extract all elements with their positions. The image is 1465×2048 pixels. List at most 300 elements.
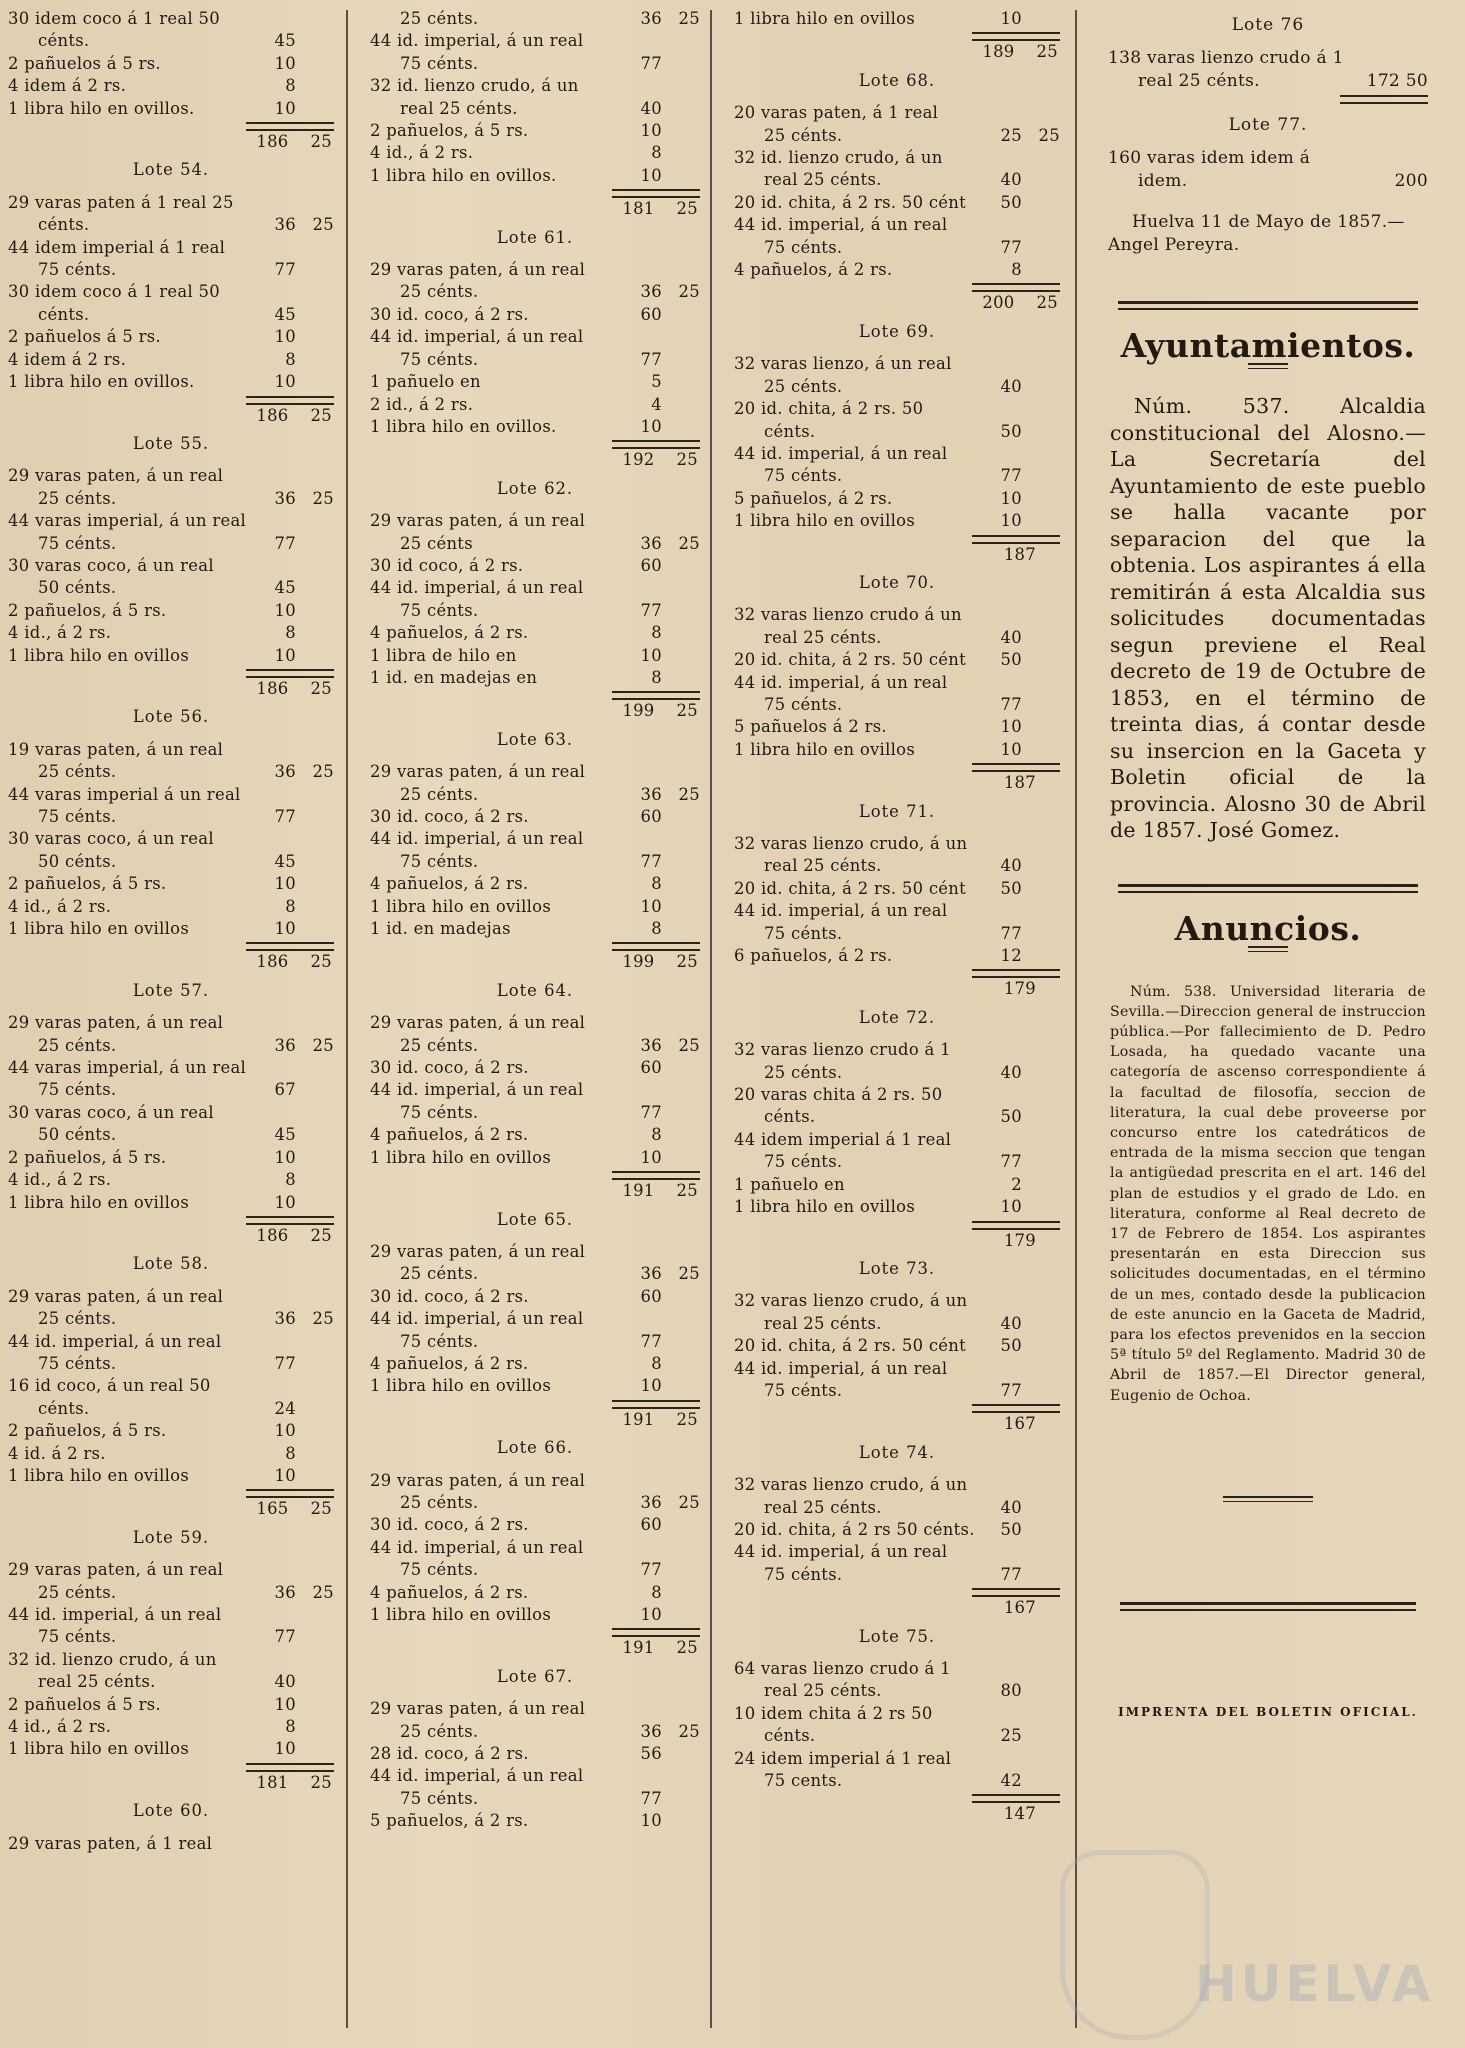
item-text: 2 pañuelos á 5 rs.: [8, 53, 161, 73]
lot-row: [734, 169, 1060, 191]
lot-title: Lote 75.: [858, 1626, 936, 1646]
item-text: 25 cénts.: [764, 1062, 843, 1082]
item-amount: 36: [274, 1309, 296, 1329]
item-amount: 36: [274, 488, 296, 508]
item-amount: 10: [640, 121, 662, 141]
item-text: 44 id. imperial, á un real: [734, 901, 948, 921]
item-text: 1 libra hilo en ovillos: [370, 1605, 552, 1624]
lot-row: [8, 1465, 334, 1487]
lot-title: Lote 65.: [496, 1209, 574, 1229]
item-amount: 25: [1000, 125, 1022, 145]
item-text: 30 idem coco á 1 real 50: [8, 282, 220, 302]
item-amount: 50: [1000, 878, 1022, 898]
lot-row: [370, 600, 700, 622]
total-reales: 199: [622, 701, 655, 721]
lot-entry: [734, 321, 1060, 566]
lot-row: [370, 326, 700, 348]
lot-row: [8, 1308, 334, 1330]
item-text: 20 varas paten, á 1 real: [734, 103, 939, 123]
item-text: 20 id. chita, á 2 rs. 50 cént: [734, 1336, 967, 1356]
total-rule: [612, 1628, 700, 1637]
lot-row: [8, 349, 334, 371]
lot-row: [8, 1604, 334, 1626]
lot-row: [734, 421, 1060, 443]
item-amount: 36: [640, 784, 662, 804]
lot-entry: [734, 1258, 1060, 1436]
lot-total: [370, 700, 700, 722]
item-amount: 40: [1000, 1497, 1022, 1517]
item-text: 29 varas paten, á un real: [8, 1013, 224, 1033]
item-text: 5 pañuelos, á 2 rs.: [734, 488, 893, 508]
item-text: 75 cénts.: [38, 533, 117, 553]
item-text: 29 varas paten, á un real: [370, 511, 586, 531]
total-rule: [972, 1794, 1060, 1803]
lot-row: [734, 1658, 1060, 1680]
lot-total: [8, 1225, 334, 1247]
item-amount: 8: [1011, 260, 1022, 280]
lot-entry: [370, 729, 700, 974]
item-amount: 200: [1394, 171, 1428, 191]
lot-entry: [370, 980, 700, 1203]
item-amount: 50: [1000, 1336, 1022, 1356]
item-text: 75 cénts.: [400, 600, 479, 620]
item-amount: 50: [1000, 192, 1022, 212]
lot-title: Lote 58.: [132, 1254, 210, 1274]
lot-row: [8, 1671, 334, 1693]
item-text: 29 varas paten, á un real: [8, 1286, 224, 1306]
item-text: 25 cénts.: [38, 1582, 117, 1602]
item-text: 29 varas paten, á un real: [8, 466, 224, 486]
item-text: real 25 cénts.: [764, 170, 882, 190]
item-amount: 8: [651, 1125, 662, 1145]
item-text: 1 libra hilo en ovillos: [8, 1739, 190, 1759]
total-rule: [246, 122, 334, 131]
item-text: 4 pañuelos, á 2 rs.: [370, 623, 529, 643]
item-text: 75 cénts.: [764, 1564, 843, 1584]
total-reales: 189: [982, 42, 1015, 62]
item-amount: 45: [274, 31, 296, 51]
lot-row: [370, 1331, 700, 1353]
lot-row: [370, 1057, 700, 1079]
item-cents: 25: [678, 282, 700, 302]
item-amount: 36: [640, 9, 662, 28]
item-text: 1 libra hilo en ovillos.: [8, 372, 195, 392]
total-rule: [246, 396, 334, 405]
item-text: 30 varas coco, á un real: [8, 555, 214, 575]
lot-entry: [370, 227, 700, 472]
item-text: 30 id. coco, á 2 rs.: [370, 807, 529, 826]
item-text: 75 cénts.: [400, 1788, 479, 1808]
lot-row: [734, 8, 1060, 30]
lot-row: [370, 510, 700, 532]
lot-row: [370, 120, 700, 142]
item-text: 29 varas paten, á un real: [370, 1241, 586, 1261]
total-rule: [972, 1221, 1060, 1230]
lot-row: [734, 923, 1060, 945]
total-rule: [612, 440, 700, 449]
item-text: 2 pañuelos á 5 rs.: [8, 1694, 161, 1714]
lot-row: [8, 488, 334, 510]
lot-row: [370, 1353, 700, 1375]
lot-row: [734, 147, 1060, 169]
lot-row: [370, 30, 700, 52]
lot-row: [370, 1035, 700, 1057]
lot-row: [370, 1537, 700, 1559]
item-text: 32 varas lienzo crudo, á un: [734, 1475, 968, 1495]
lot-row: [734, 259, 1060, 281]
item-text: 32 id. lienzo crudo, á un: [8, 1649, 217, 1669]
item-text: cénts.: [764, 1726, 816, 1746]
lot-row: [8, 1079, 334, 1101]
total-rule: [972, 535, 1060, 544]
lot-row: [734, 510, 1060, 532]
item-text: 75 cénts.: [400, 1102, 479, 1122]
item-amount: 77: [1000, 466, 1022, 486]
item-text: 75 cénts.: [400, 1331, 479, 1351]
lot-row: [8, 555, 334, 577]
total-reales: 187: [1003, 544, 1036, 564]
item-text: 30 id. coco, á 2 rs.: [370, 304, 529, 324]
item-text: 25 cénts: [400, 533, 473, 553]
item-text: 4 id., á 2 rs.: [8, 896, 112, 916]
lot-row: [8, 1626, 334, 1648]
item-text: 32 varas lienzo crudo, á un: [734, 834, 968, 853]
item-cents: 25: [678, 533, 700, 553]
item-text: 30 id coco, á 2 rs.: [370, 555, 524, 575]
item-text: 44 varas imperial, á un real: [8, 1058, 247, 1078]
item-text: 30 id. coco, á 2 rs.: [370, 1286, 529, 1306]
lot-row: [8, 577, 334, 599]
item-amount: 45: [274, 578, 296, 598]
lot-row: [734, 649, 1060, 671]
item-text: 1 libra hilo en ovillos: [734, 739, 916, 759]
item-text: 4 pañuelos, á 2 rs.: [370, 1353, 529, 1373]
item-cents: 25: [312, 488, 334, 508]
item-amount: 36: [274, 1035, 296, 1055]
item-amount: 10: [274, 372, 296, 392]
lot-row: [734, 443, 1060, 465]
item-amount: 10: [274, 1739, 296, 1759]
lot-row: [370, 1308, 700, 1330]
lot-total: [734, 772, 1060, 794]
lot-row: [8, 1331, 334, 1353]
lot-row: [734, 1151, 1060, 1173]
item-text: real 25 cénts.: [38, 1672, 156, 1692]
item-text: 16 id coco, á un real 50: [8, 1376, 211, 1396]
total-reales: 179: [1003, 979, 1036, 999]
lot-row: [370, 828, 700, 850]
lot-row: [370, 1263, 700, 1285]
lot-row: [734, 1770, 1060, 1792]
lot-row: [734, 855, 1060, 877]
lot-entry: [8, 1253, 334, 1520]
total-reales: 191: [622, 1638, 655, 1658]
total-reales: 192: [622, 450, 655, 470]
lot-total: [370, 1637, 700, 1659]
lot-row: [8, 828, 334, 850]
total-rule: [612, 942, 700, 951]
lot-title: Lote 55.: [132, 433, 210, 453]
total-cents: 25: [676, 199, 698, 219]
item-amount: 45: [274, 851, 296, 871]
item-amount: 10: [274, 1147, 296, 1167]
column-divider: [710, 10, 712, 2028]
total-cents: 25: [310, 678, 332, 698]
item-text: 32 varas lienzo, á un real: [734, 354, 952, 374]
item-amount: 77: [1000, 694, 1022, 714]
item-text: 2 id., á 2 rs.: [370, 394, 474, 414]
lot-row: [370, 1559, 700, 1581]
closing-ornament: [1223, 1496, 1313, 1502]
lot-total: [734, 41, 1060, 63]
lot-entry: [8, 1527, 334, 1794]
item-text: 64 varas lienzo crudo á 1: [734, 1659, 951, 1678]
lot-row: [8, 237, 334, 259]
item-text: 44 id. imperial, á un real: [734, 1358, 948, 1378]
lot-row: [8, 1582, 334, 1604]
lot-row: [1108, 170, 1428, 193]
item-text: 25 cénts.: [764, 125, 843, 145]
lot-row: [370, 53, 700, 75]
lot-row: [8, 1716, 334, 1738]
item-amount: 77: [1000, 1564, 1022, 1584]
item-text: 25 cénts.: [400, 1721, 479, 1741]
item-text: 29 varas paten, á un real: [370, 1470, 586, 1490]
total-rule: [246, 1216, 334, 1225]
lot-row: [734, 604, 1060, 626]
lot-row: [370, 142, 700, 164]
lot-row: [734, 1174, 1060, 1196]
lot-row: [8, 75, 334, 97]
lot-row: [8, 1375, 334, 1397]
lot-row: [370, 873, 700, 895]
item-amount: 40: [1000, 856, 1022, 876]
item-amount: 10: [274, 919, 296, 939]
lot-row: [8, 622, 334, 644]
item-amount: 8: [651, 623, 662, 643]
item-amount: 8: [285, 1717, 296, 1737]
lot-row: [370, 394, 700, 416]
column-1: [8, 8, 334, 2048]
lot-entry: [370, 1209, 700, 1432]
item-text: 44 id. imperial, á un real: [8, 1605, 222, 1624]
item-text: 32 varas lienzo crudo á un: [734, 605, 962, 625]
lot-title: Lote 69.: [858, 321, 936, 341]
item-amount: 45: [274, 304, 296, 324]
lot-title: Lote 77.: [1228, 115, 1308, 135]
item-text: 4 id., á 2 rs.: [8, 1170, 112, 1190]
lot-row: [8, 1559, 334, 1581]
item-text: cénts.: [38, 304, 90, 324]
lot-title: Lote 54.: [132, 160, 210, 180]
item-text: cénts.: [38, 31, 90, 51]
lot-row: [734, 1541, 1060, 1563]
item-text: 75 cénts.: [764, 1152, 843, 1172]
item-text: 4 pañuelos, á 2 rs.: [370, 1582, 529, 1602]
lot-row: [370, 8, 700, 30]
lot-row: [370, 784, 700, 806]
item-cents: 25: [1038, 125, 1060, 145]
item-cents: 25: [312, 1309, 334, 1329]
item-text: 75 cénts.: [38, 807, 117, 826]
item-text: 19 varas paten, á un real: [8, 739, 224, 759]
item-amount: 36: [640, 1492, 662, 1512]
item-text: 44 id. imperial, á un real: [734, 443, 948, 463]
lot-row: [8, 192, 334, 214]
item-text: 25 cénts.: [38, 488, 117, 508]
total-reales: 167: [1003, 1598, 1036, 1618]
lot-row: [8, 1286, 334, 1308]
item-amount: 50: [1000, 1107, 1022, 1127]
item-amount: 60: [640, 1058, 662, 1078]
lot-row: [8, 30, 334, 52]
item-amount: 40: [1000, 1062, 1022, 1082]
lot-row: [8, 1147, 334, 1169]
lot-row: [734, 1106, 1060, 1128]
item-text: 24 idem imperial á 1 real: [734, 1748, 952, 1768]
item-amount: 67: [274, 1080, 296, 1100]
item-text: 30 id. coco, á 2 rs.: [370, 1058, 529, 1078]
total-reales: 186: [256, 1225, 289, 1245]
lot-row: [8, 1102, 334, 1124]
item-cents: 25: [678, 9, 700, 28]
item-text: 25 cénts.: [764, 376, 843, 396]
section-rule: [1118, 884, 1418, 893]
item-text: 75 cénts.: [38, 1080, 117, 1100]
total-rule: [612, 691, 700, 700]
item-amount: 50: [1000, 1519, 1022, 1539]
item-text: 75 cénts.: [400, 1560, 479, 1580]
item-amount: 10: [640, 1147, 662, 1167]
item-text: 2 pañuelos, á 5 rs.: [8, 1147, 167, 1167]
lot-row: [734, 945, 1060, 967]
total-rule: [972, 32, 1060, 41]
lot-row: [370, 304, 700, 326]
item-text: 44 varas imperial á un real: [8, 784, 241, 804]
lot-title: Lote 68.: [858, 70, 936, 90]
item-amount: 8: [285, 1443, 296, 1463]
lot-total: [8, 1772, 334, 1794]
item-text: 4 pañuelos, á 2 rs.: [734, 260, 893, 280]
lot-row: [1108, 70, 1428, 93]
total-rule: [972, 283, 1060, 292]
total-cents: 25: [676, 450, 698, 470]
lot-row: [1108, 47, 1428, 70]
lot-row: [8, 1124, 334, 1146]
item-text: 4 id., á 2 rs.: [8, 623, 112, 643]
lot-row: [370, 1147, 700, 1169]
lot-entry: [734, 801, 1060, 1001]
lot-title: Lote 73.: [858, 1258, 936, 1278]
item-amount: 24: [274, 1398, 296, 1418]
item-amount: 40: [640, 98, 662, 118]
lot-entry: [8, 706, 334, 973]
item-text: 25 cénts.: [400, 784, 479, 804]
total-rule: [246, 1489, 334, 1498]
item-text: 75 cénts.: [38, 1627, 117, 1647]
lot-row: [8, 371, 334, 393]
item-text: cénts.: [38, 1398, 90, 1418]
lot-entry: [734, 70, 1060, 315]
lot-row: [734, 1703, 1060, 1725]
watermark-text: HUELVA: [1195, 1955, 1435, 2013]
lot-row: [8, 1057, 334, 1079]
lot-row: [370, 281, 700, 303]
item-text: real 25 cénts.: [764, 1497, 882, 1517]
total-reales: 179: [1003, 1230, 1036, 1250]
item-text: 1 libra hilo en ovillos: [734, 9, 916, 28]
lot-row: [370, 1492, 700, 1514]
item-amount: 77: [640, 1331, 662, 1351]
item-text: 1 libra hilo en ovillos: [370, 896, 552, 916]
item-amount: 8: [651, 874, 662, 894]
item-text: 25 cénts.: [38, 1309, 117, 1329]
item-amount: 60: [640, 304, 662, 324]
lot-row: [8, 1398, 334, 1420]
lot-row: [734, 376, 1060, 398]
item-text: 138 varas lienzo crudo á 1: [1108, 48, 1344, 68]
item-text: real 25 cénts.: [1138, 71, 1260, 91]
lot-row: [734, 465, 1060, 487]
item-text: 30 varas coco, á un real: [8, 1102, 214, 1122]
lot-row: [370, 1241, 700, 1263]
item-text: 44 id. imperial, á un real: [734, 672, 948, 692]
lot-row: [734, 694, 1060, 716]
lot-row: [8, 533, 334, 555]
item-text: 32 varas lienzo crudo, á un: [734, 1291, 968, 1311]
item-text: 75 cénts.: [764, 694, 843, 714]
item-text: 10 idem chita á 2 rs 50: [734, 1703, 933, 1723]
item-text: 1 libra hilo en ovillos: [370, 1147, 552, 1167]
item-amount: 36: [640, 1721, 662, 1741]
item-text: 25 cénts.: [400, 282, 479, 302]
lot-row: [734, 1313, 1060, 1335]
lot-row: [734, 214, 1060, 236]
item-amount: 77: [640, 851, 662, 871]
item-text: 50 cénts.: [38, 578, 117, 598]
total-reales: 186: [256, 678, 289, 698]
total-rule: [972, 969, 1060, 978]
item-amount: 8: [651, 1582, 662, 1602]
lot-row: [370, 1514, 700, 1536]
item-amount: 10: [274, 98, 296, 118]
item-amount: 2: [1011, 1174, 1022, 1194]
lot-entry: [734, 1007, 1060, 1252]
lot-row: [8, 600, 334, 622]
item-text: real 25 cénts.: [764, 1313, 882, 1333]
notice-538: Núm. 538. Universidad literaria de Sevilla.—Direccion general de instruccion pública.—Por fallecimiento de D. Pedro Losada, ha quedado vacante una categoría de ascenso correspondiente á la facultad de filosofía, seccion de literatura, la cual debe proveerse por concurso entre los catedráticos de entrada de la misma seccion que tengan la antigüedad prescrita en el art. 146 del plan de estudios y el grado de Ldo. en literatura, conforme al Real decreto de 17 de Febrero de 1854. Los aspirantes presentarán en esta Direccion sus solicitudes documentadas, en el término de un mes, contado desde la publicacion de este anuncio en la Gaceta de Madrid, para los efectos prevenidos en la seccion 5ª título 5º del Reglamento. Madrid 30 de Abril de 1857.—El Director general, Eugenio de Ochoa.: [1110, 983, 1426, 1404]
lot-row: [370, 416, 700, 438]
item-amount: 50: [1000, 421, 1022, 441]
item-text: 44 id. imperial, á un real: [370, 1309, 584, 1329]
item-text: 1 libra hilo en ovillos: [8, 1465, 190, 1485]
item-amount: 40: [1000, 627, 1022, 647]
item-amount: 10: [274, 600, 296, 620]
lot-row: [734, 1519, 1060, 1541]
lot-row: [370, 761, 700, 783]
item-text: 75 cénts.: [38, 1353, 117, 1373]
lot-row: [370, 1102, 700, 1124]
item-amount: 77: [274, 807, 296, 826]
lot-row: [734, 488, 1060, 510]
total-reales: 187: [1003, 773, 1036, 793]
item-amount: 77: [640, 1560, 662, 1580]
item-amount: 10: [1000, 9, 1022, 28]
lot-total: [370, 198, 700, 220]
item-amount: 10: [640, 165, 662, 185]
item-amount: 77: [640, 600, 662, 620]
imprenta-footer: IMPRENTA DEL BOLETIN OFICIAL.: [1118, 1704, 1418, 1719]
